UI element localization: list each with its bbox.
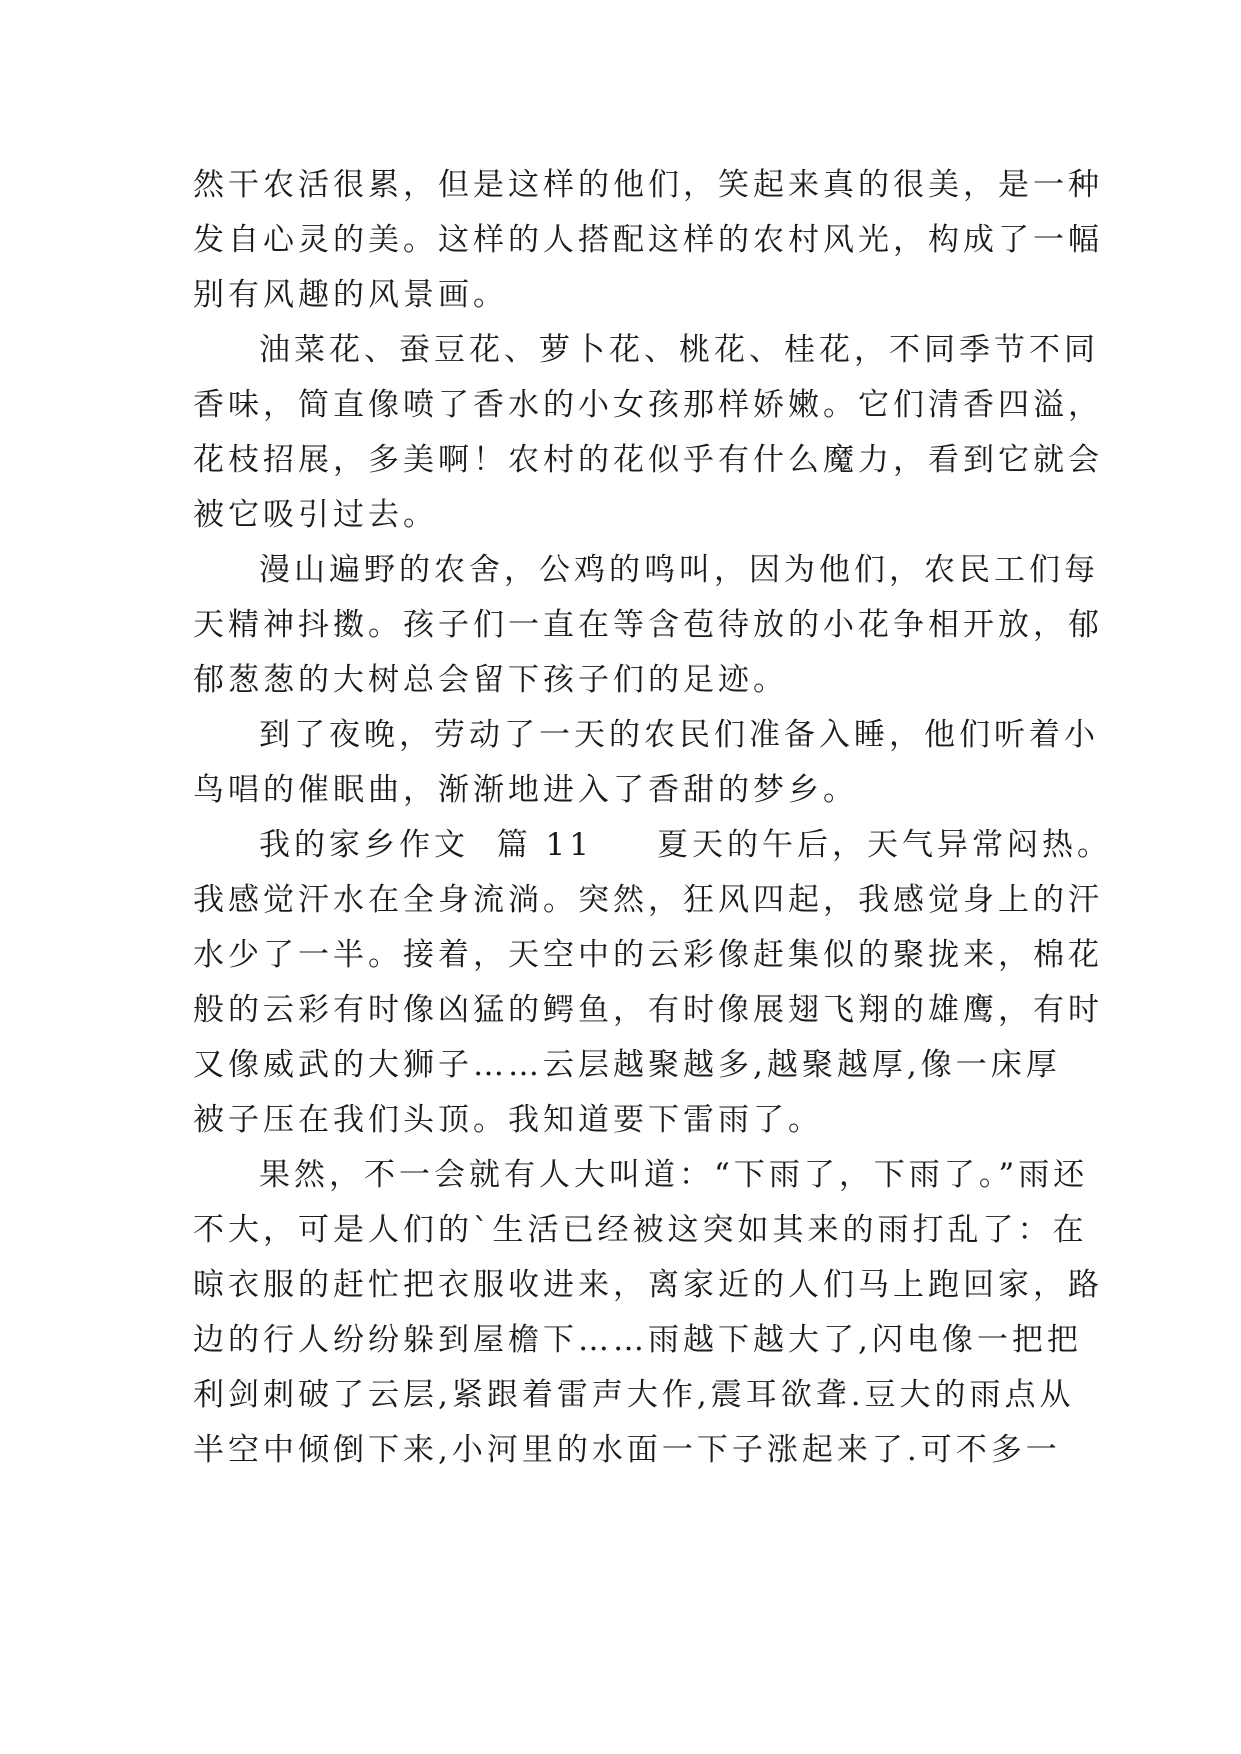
text-line: 我感觉汗水在全身流淌。突然，狂风四起，我感觉身上的汗 [193, 882, 1103, 918]
text-line: 又像威武的大狮子……云层越聚越多,越聚越厚,像一床厚 [193, 1047, 1061, 1083]
text-line: 般的云彩有时像凶猛的鳄鱼，有时像展翅飞翔的雄鹰，有时 [193, 992, 1103, 1028]
paragraph-3 [193, 543, 1103, 708]
paragraph-5 [193, 818, 1113, 1148]
section-heading: 我的家乡作文 篇 11 [259, 827, 594, 863]
section-heading-line [193, 818, 1113, 873]
text-line: 花枝招展，多美啊！农村的花似乎有什么魔力，看到它就会 [193, 442, 1103, 478]
text-line: 别有风趣的风景画。 [193, 277, 508, 313]
text-line: 天精神抖擞。孩子们一直在等含苞待放的小花争相开放，郁 [193, 607, 1103, 643]
text-line: 边的行人纷纷躲到屋檐下……雨越下越大了,闪电像一把把 [193, 1322, 1082, 1358]
text-line: 被子压在我们头顶。我知道要下雷雨了。 [193, 1102, 823, 1138]
text-line: 发自心灵的美。这样的人搭配这样的农村风光，构成了一幅 [193, 222, 1103, 258]
text-line: 被它吸引过去。 [193, 497, 438, 533]
text-line: 鸟唱的催眠曲，渐渐地进入了香甜的梦乡。 [193, 772, 858, 808]
text-line: 果然，不一会就有人大叫道：“下雨了，下雨了。”雨还 [259, 1157, 1089, 1193]
paragraph-2 [193, 323, 1103, 543]
text-line: 到了夜晚，劳动了一天的农民们准备入睡，他们听着小 [259, 717, 1099, 753]
text-line: 半空中倾倒下来,小河里的水面一下子涨起来了.可不多一 [193, 1432, 1061, 1468]
essay-body [193, 158, 1113, 1478]
paragraph-4 [193, 708, 1099, 818]
text-line: 晾衣服的赶忙把衣服收进来，离家近的人们马上跑回家，路 [193, 1267, 1103, 1303]
text-line: 漫山遍野的农舍，公鸡的鸣叫，因为他们，农民工们每 [259, 552, 1099, 588]
text-line: 水少了一半。接着，天空中的云彩像赶集似的聚拢来，棉花 [193, 937, 1103, 973]
text-line: 然干农活很累，但是这样的他们，笑起来真的很美，是一种 [193, 167, 1103, 203]
text-line-rest: 夏天的午后，天气异常闷热。 [657, 827, 1113, 863]
text-line: 不大，可是人们的`生活已经被这突如其来的雨打乱了：在 [193, 1212, 1088, 1248]
text-line: 油菜花、蚕豆花、萝卜花、桃花、桂花，不同季节不同 [259, 332, 1099, 368]
text-line: 利剑刺破了云层,紧跟着雷声大作,震耳欲聋.豆大的雨点从 [193, 1377, 1075, 1413]
text-line: 香味，简直像喷了香水的小女孩那样娇嫩。它们清香四溢， [193, 387, 1103, 423]
text-line: 郁葱葱的大树总会留下孩子们的足迹。 [193, 662, 788, 698]
paragraph-1 [193, 158, 1103, 323]
paragraph-6 [193, 1148, 1103, 1478]
